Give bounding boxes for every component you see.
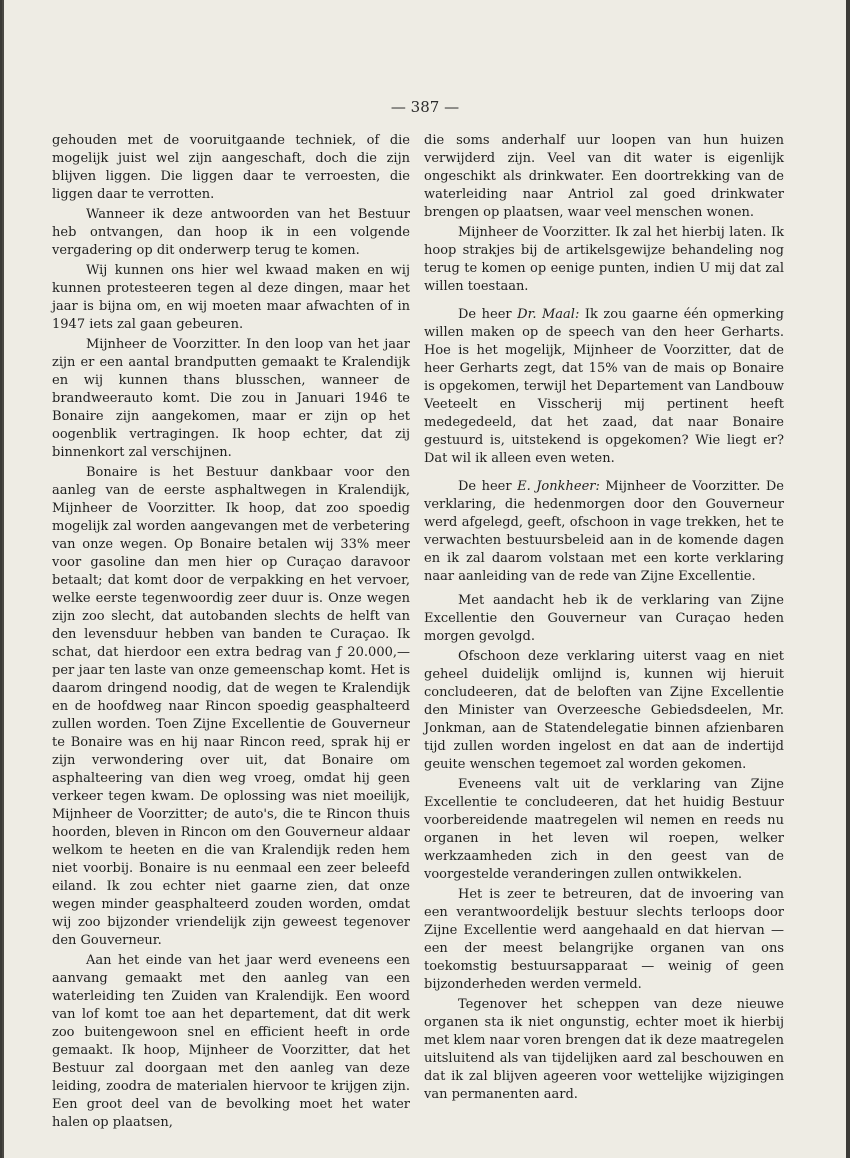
paragraph: Mijnheer de Voorzitter. Ik zal het hierbij laten. Ik hoop strakjes bij de artikelsgewijze behandeling nog terug te komen op eenige punten, indien U mij dat zal willen toestaan. xyxy=(424,225,784,294)
speaker-intro: De heer xyxy=(458,479,512,494)
paragraph: Het is zeer te betreuren, dat de invoering van een verantwoordelijk bestuur slechts terloops door Zijne Excellentie werd aangehaald en dat hiervan — een der meest belangrijke organen van ons toekomstig bestuursapparaat — weinig of geen bijzonderheden werden vermeld. xyxy=(424,887,784,992)
left-column xyxy=(52,132,410,1134)
document-page xyxy=(4,0,846,1158)
speaker-intro: De heer xyxy=(458,307,512,322)
paragraph: Met aandacht heb ik de verklaring van Zijne Excellentie den Gouverneur van Curaçao heden morgen gevolgd. xyxy=(424,593,784,644)
speaker-text: Ik zou gaarne één opmerking willen maken op de speech van den heer Gerharts. Hoe is het mogelijk, Mijnheer de Voorzitter, dat de heer Gerharts zegt, dat 15% van de mais op Bonaire is opgekomen, terwijl het Departement van Landbouw Veeteelt en Visscherij mij pertinent heeft medegedeeld, dat het zaad, dat naar Bonaire gestuurd is, uitstekend is opgekomen? Wie liegt er? Dat wil ik alleen even weten. xyxy=(424,307,784,466)
paragraph: Mijnheer de Voorzitter. In den loop van het jaar zijn er een aantal brandputten gemaakt te Kralendijk en wij kunnen thans blusschen, wanneer de brandweerauto komt. Die zou in Januari 1946 te Bonaire zijn aangekomen, maar er zijn op het oogenblik vertragingen. Ik hoop echter, dat zij binnenkort zal verschijnen. xyxy=(52,337,410,460)
paragraph: Tegenover het scheppen van deze nieuwe organen sta ik niet ongunstig, echter moet ik hierbij met klem naar voren brengen dat ik deze maatregelen uitsluitend als van tijdelijken aard zal beschouwen en dat ik zal blijven ageeren voor wettelijke wijzigingen van permanenten aard. xyxy=(424,997,784,1102)
paragraph: gehouden met de vooruitgaande techniek, of die mogelijk juist wel zijn aangeschaft, doch die zijn blijven liggen. Die liggen daar te verroesten, die liggen daar te verrotten. xyxy=(52,133,410,202)
paragraph: Wij kunnen ons hier wel kwaad maken en wij kunnen protesteeren tegen al deze dingen, maar het jaar is bijna om, en wij moeten maar afwachten of in 1947 iets zal gaan gebeuren. xyxy=(52,263,410,332)
page-number: — 387 — xyxy=(390,98,460,116)
paragraph: Wanneer ik deze antwoorden van het Bestuur heb ontvangen, dan hoop ik in een volgende vergadering op dit onderwerp terug te komen. xyxy=(52,207,410,258)
speaker-paragraph xyxy=(424,306,784,468)
right-column xyxy=(424,132,784,1106)
paragraph: Aan het einde van het jaar werd eveneens een aanvang gemaakt met den aanleg van een waterleiding ten Zuiden van Kralendijk. Een woord van lof komt toe aan het departement, dat dit werk zoo buitengewoon snel en efficient heeft in orde gemaakt. Ik hoop, Mijnheer de Voorzitter, dat het Bestuur zal doorgaan met den aanleg van deze leiding, zoodra de materialen hiervoor te krijgen zijn. Een groot deel van de bevolking moet het water halen op plaatsen, xyxy=(52,953,410,1130)
speaker-paragraph xyxy=(424,478,784,586)
paragraph: die soms anderhalf uur loopen van hun huizen verwijderd zijn. Veel van dit water is eigenlijk ongeschikt als drinkwater. Een doortrekking van de waterleiding naar Antriol zal goed drinkwater brengen op plaatsen, waar veel menschen wonen. xyxy=(424,133,784,220)
paragraph: Eveneens valt uit de verklaring van Zijne Excellentie te concludeeren, dat het huidig Bestuur voorbereidende maatregelen wil nemen en reeds nu organen in het leven wil roepen, welker werkzaamheden zich in den geest van de voorgestelde veranderingen zullen ontwikkelen. xyxy=(424,777,784,882)
scan-edge-right xyxy=(846,0,850,1158)
speaker-name: Dr. Maal: xyxy=(517,307,580,322)
speaker-name: E. Jonkheer: xyxy=(517,479,600,494)
paragraph: Ofschoon deze verklaring uiterst vaag en niet geheel duidelijk omlijnd is, kunnen wij hieruit concludeeren, dat de beloften van Zijne Excellentie den Minister van Overzeesche Gebiedsdeelen, Mr. Jonkman, aan de Statendelegatie binnen afzienbaren tijd zullen worden ingelost en dat aan de indertijd geuite wenschen tegemoet zal worden gekomen. xyxy=(424,649,784,772)
paragraph: Bonaire is het Bestuur dankbaar voor den aanleg van de eerste asphaltwegen in Kralendijk, Mijnheer de Voorzitter. Ik hoop, dat zoo spoedig mogelijk zal worden aangevangen met de verbetering van onze wegen. Op Bonaire betalen wij 33% meer voor gasoline dan men hier op Curaçao daravoor betaalt; dat komt door de verpakking en het vervoer, welke eerste tegenwoordig zeer duur is. Onze wegen zijn zoo slecht, dat autobanden slechts de helft van den levensduur hebben van banden te Curaçao. Ik schat, dat hierdoor een extra bedrag van ƒ 20.000,— per jaar ten laste van onze gemeenschap komt. Het is daarom dringend noodig, dat de wegen te Kralendijk en de hoofdweg naar Rincon spoedig geasphalteerd zullen worden. Toen Zijne Excellentie de Gouverneur te Bonaire was en hij naar Rincon reed, sprak hij er zijn verwondering over uit, dat Bonaire om asphalteering van dien weg vroeg, omdat hij geen verkeer tegen kwam. De oplossing was niet moeilijk, Mijnheer de Voorzitter; de auto's, die te Rincon thuis hoorden, bleven in Rincon om den Gouverneur aldaar welkom te heeten en die van Kralendijk reden hem niet voorbij. Bonaire is nu eenmaal een zeer beleefd eiland. Ik zou echter niet gaarne zien, dat onze wegen minder geasphalteerd zouden worden, omdat wij zoo bijzonder vriendelijk zijn geweest tegenover den Gouverneur. xyxy=(52,465,410,948)
speaker-text: Mijnheer de Voorzitter. De verklaring, die hedenmorgen door den Gouverneur werd afgelegd, geeft, ofschoon in vage trekken, het te verwachten bestuursbeleid aan in de komende dagen en ik zal daarom volstaan met een korte verklaring naar aanleiding van de rede van Zijne Excellentie. xyxy=(424,479,784,584)
